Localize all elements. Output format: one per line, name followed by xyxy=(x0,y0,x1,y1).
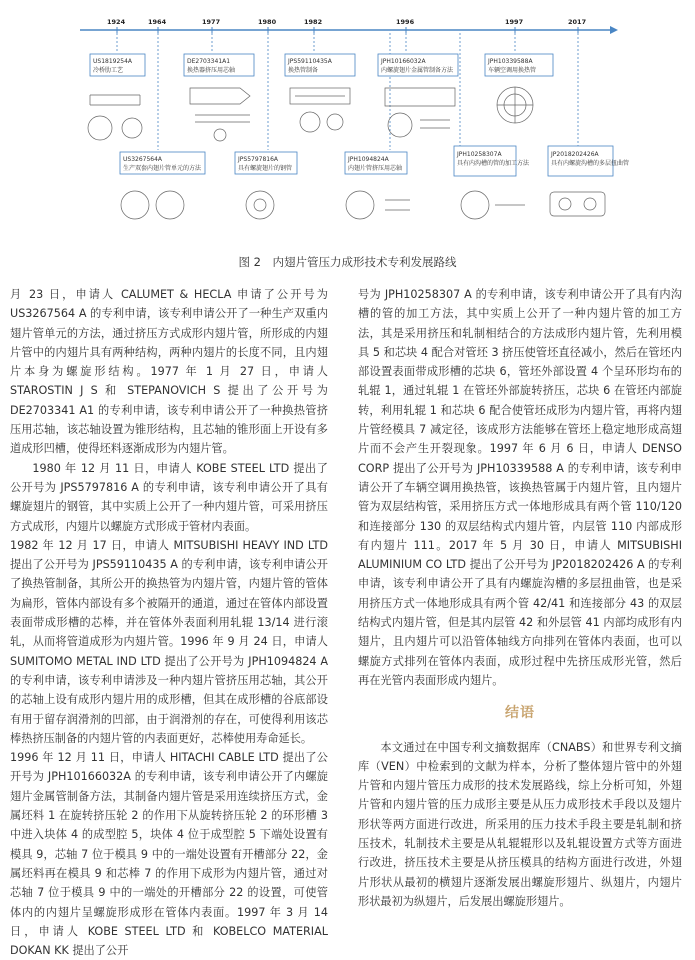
paragraph: 1982 年 12 月 17 日，申请人 MITSUBISHI HEAVY IND LTD 提出了公开号为 JPS59110435 A 的专利申请，该专利申请公开了换热管制备，其所公开的换热管为内翅片管，内翅片管的管体为扁形，管体内部设有多个被隔开的通道，通过在管体内部设置表面带成形槽的芯棒，并在管体外表面利用轧辊 13/14 进行滚轧，从而将管道成形为内翅片管。1996 年 9 月 24 日，申请人 SUMITOMO METAL IND LTD 提出了公开号为 JPH1094824 A 的专利申请，该专利申请涉及一种内翅片管挤压用芯轴，其公开的芯轴上设有成形内翅片用的成形槽，但其在成形槽的谷底部设有用于留存润滑剂的凹部，由于润滑剂的存在，可使得利用该芯棒热挤压制备的内翅片管的内表面更好，芯棒使用寿命延长。 xyxy=(10,538,328,745)
patent-box-JPS59110435A xyxy=(285,54,355,76)
illustration-top xyxy=(88,87,533,141)
svg-text:具有螺旋翅片的钢管: 具有螺旋翅片的钢管 xyxy=(238,165,293,172)
timeline-arrow xyxy=(610,26,618,34)
section-heading: 结语 xyxy=(505,705,535,722)
year-label: 2017 xyxy=(568,18,587,26)
roadmap-svg xyxy=(60,10,630,240)
patent-box-JPH1094824A xyxy=(345,152,407,174)
svg-text:DE2703341A1: DE2703341A1 xyxy=(187,58,231,65)
svg-text:冷桥肋工艺: 冷桥肋工艺 xyxy=(93,67,124,74)
svg-text:JPH10166032A: JPH10166032A xyxy=(381,58,426,65)
paragraph: 1980 年 12 月 11 日，申请人 KOBE STEEL LTD 提出了公开号为 JPS5797816 A 的专利申请，该专利申请公开了具有螺旋翅片的钢管，其中实质上公开了一种内翅片管，可采用挤压方式成形，内翅片以螺旋方式形成于管材内表面。 xyxy=(10,461,328,533)
connectors xyxy=(117,33,578,150)
svg-text:车辆空调用换热管: 车辆空调用换热管 xyxy=(488,67,537,74)
patent-box-JPS5797816A xyxy=(235,152,297,174)
year-label: 1982 xyxy=(304,18,323,26)
svg-text:换热器挤压用芯轴: 换热器挤压用芯轴 xyxy=(187,67,236,74)
patent-roadmap-figure xyxy=(60,10,630,240)
patent-box-DE2703341A1 xyxy=(184,54,254,76)
svg-text:US3267564A: US3267564A xyxy=(123,156,163,163)
svg-text:JPH10258307A: JPH10258307A xyxy=(457,151,502,158)
svg-text:生产双套内翅片管单元的方法: 生产双套内翅片管单元的方法 xyxy=(123,165,202,172)
svg-text:内翅片管挤压用芯轴: 内翅片管挤压用芯轴 xyxy=(348,165,403,172)
svg-text:换热管制备: 换热管制备 xyxy=(288,67,319,74)
patent-box-JPH10166032A xyxy=(378,54,458,76)
conclusion-paragraph: 本文通过在中国专利文摘数据库（CNABS）和世界专利文摘库（VEN）中检索到的文献为样本，分析了整体翅片管中的外翅片管和内翅片管压力成形的技术发展路线，综上分析可知，外翅片管和内翅片管的压力成形主要是从压力成形技术手段以及翅片形状等两方面进行改进，所采用的压力技术手段主要是轧制和挤压技术，轧制技术主要是从轧辊辊形以及轧辊设置方式等方面进行改进，挤压技术主要是从挤压模具的结构方面进行改进，外翅片形状从最初的横翅片逐渐发展出螺旋形翅片、纵翅片，内翅片形状最初为纵翅片，后发展出螺旋形翅片。 xyxy=(358,740,682,908)
illustration-bottom xyxy=(121,191,605,219)
patent-box-JPH10258307A xyxy=(454,146,530,176)
svg-text:JPS59110435A: JPS59110435A xyxy=(288,58,332,65)
paragraph: 1996 年 12 月 11 日，申请人 HITACHI CABLE LTD 提出了公开号为 JPH10166032A 的专利申请，该专利申请公开了内螺旋翅片金属管制备方法，其制备内翅片管是采用连续挤压方式，金属坯料 1 在旋转挤压轮 2 的作用下从旋转挤压轮 2 的环形槽 3 中进入块体 4 的成型腔 5，块体 4 位于成型腔 5 下端处设置有模具 9，芯轴 7 位于模具 9 中的一端处设置有开槽部分 22，金属坯料再在模具 9 和芯棒 7 的作用下成形为内翅片管，通过对芯轴 7 位于模具 9 中的一端处的开槽部分 22 的设置，可使管体内的内翅片呈螺旋形成形在管体内表面。1997 年 3 月 14 日，申请人 KOBE STEEL LTD 和 KOBELCO MATERIAL DOKAN KK 提出了公开 xyxy=(10,751,328,958)
svg-text:US1819254A: US1819254A xyxy=(93,58,133,65)
patent-box-JP2018202426A xyxy=(548,146,629,176)
svg-text:具有内沟槽的管的加工方法: 具有内沟槽的管的加工方法 xyxy=(457,160,530,167)
svg-text:JPH10339588A: JPH10339588A xyxy=(488,58,533,65)
patent-box-US1819254A xyxy=(90,54,145,76)
year-label: 1924 xyxy=(107,18,126,26)
paragraph: 号为 JPH10258307 A 的专利申请，该专利申请公开了具有内沟槽的管的加工方法，其中实质上公开了一种内翅片管的加工方法，其是采用挤压和轧制相结合的方法成形内翅片管，先利用模具 5 和芯块 4 配合对管坯 3 挤压使管坯直径减小，然后在管坯内部设置表面带成形槽的芯块 6，管坯外部设置 4 个呈环形均布的轧辊 1，通过轧辊 1 在管坯外部旋转挤压，芯块 6 在管坯内部旋转，利用轧辊 1 和芯块 6 配合使管坯成形为内翅片管，再将内翅片管经模具 7 减定径，该成形方法能够在管坯上稳定地形成高翅片而不会产生开裂现象。1997 年 6 月 6 日，申请人 DENSO CORP 提出了公开号为 JPH10339588 A 的专利申请，该专利申请公开了车辆空调用换热管，该换热管属于内翅片管，且内翅片管为双层结构管，采用挤压方式一体地形成具有两个管 110/120 和连接部分 130 的双层结构式内翅片管，内层管 110 内部成形有内翅片 111。2017 年 5 月 30 日，申请人 MITSUBISHI ALUMINIUM CO LTD 提出了公开号为 JP2018202426 A 的专利申请，该专利申请公开了具有内螺旋沟槽的多层扭曲管，也是采用挤压方式一体地形成具有两个管 42/41 和连接部分 43 的双层结构式内翅片管，但是其内层管 42 和外层管 41 内部均成形有内翅片，且内翅片可以沿管体轴线方向排列在管体内表面，也可以螺旋方式排列在管体内表面，成形过程中先挤压成形光管，然后再在光管内表面形成内翅片。 xyxy=(358,288,682,687)
patent-box-JPH10339588A xyxy=(485,54,553,76)
year-label: 1977 xyxy=(202,18,221,26)
patent-box-US3267564A xyxy=(120,152,205,174)
svg-text:JP2018202426A: JP2018202426A xyxy=(551,151,599,158)
right-column xyxy=(358,285,682,911)
year-label: 1980 xyxy=(258,18,277,26)
svg-text:内螺旋翅片金属管制备方法: 内螺旋翅片金属管制备方法 xyxy=(381,67,454,74)
svg-text:具有内螺旋沟槽的多层扭曲管: 具有内螺旋沟槽的多层扭曲管 xyxy=(551,160,630,167)
svg-text:JPS5797816A: JPS5797816A xyxy=(238,156,279,163)
figure-caption: 图 2 内翅片管压力成形技术专利发展路线 xyxy=(238,255,457,269)
year-label: 1964 xyxy=(148,18,167,26)
left-column xyxy=(10,285,328,960)
paragraph: 月 23 日，申请人 CALUMET & HECLA 申请了公开号为 US3267564 A 的专利申请，该专利申请公开了一种生产双重内翅片管单元的方法，通过挤压方式成形内翅片管，所形成的内翅片管中的内翅片具有两种结构，两种内翅片的长度不同，且内翅片本身为螺旋形结构。1977 年 1 月 27 日，申请人 STAROSTIN J S 和 STEPANOVICH S 提出了公开号为 DE2703341 A1 的专利申请，该专利申请公开了一种换热管挤压用芯轴，该芯轴设置为锥形结构，且芯轴的锥形面上开设有多道成形凹槽，使得坯料逐渐成形为内翅片管。 xyxy=(10,288,328,456)
year-label: 1996 xyxy=(396,18,415,26)
year-label: 1997 xyxy=(505,18,524,26)
svg-text:JPH1094824A: JPH1094824A xyxy=(348,156,389,163)
